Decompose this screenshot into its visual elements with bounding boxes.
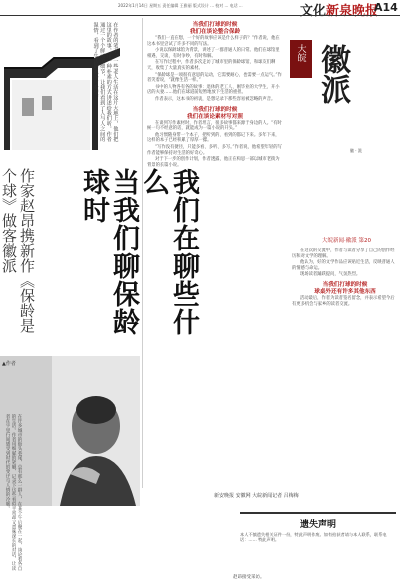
header-meta: 2022年1月14日 星期五 责任编辑 王雅丽 版式设计 ... 校对 ... 电话 ... — [118, 3, 243, 8]
right-paragraph: 活动最后，作者为读者签名留念，并表示希望今后有更多机会与家乡的读者交流。 — [292, 295, 395, 307]
right-paragraph: 在这次的交流中，作者与读者分享了自己的创作经历和对文学的理解。 — [292, 248, 395, 259]
right-subtitle-2: 球桌外还有许多其他东西 — [314, 288, 376, 295]
notice-title: 遗失声明 — [299, 520, 336, 530]
section2-title-2: 我们在谈论素材写对照 — [187, 113, 243, 120]
article-byline: 新安晚报 安徽网 大皖新闻记者 吕梅梅 — [214, 493, 299, 499]
right-paragraph: 他认为，好的文学作品应该贴近生活，反映普通人的情感与命运。 — [292, 260, 395, 271]
intro-text: 在作者的笔下，一些老人生活在这片大地上，他们把这里的故事，用一种朴素的方式讲述给我们听。作者通过一个个鲜活的细节，让我们看到了人与人之间的温情，看到了生活的艰辛与希望。 — [92, 22, 119, 142]
photo-caption: 赵昂接受采访。 — [233, 575, 265, 580]
middle-paragraph: “我们一直在想，一个好的故事应该是什么样子的？”作者说，他在这本书里尝试了许多不同的写法。 — [147, 36, 280, 47]
header-rule — [0, 15, 400, 16]
right-paragraph: 现场读者踊跃提问，气氛热烈。 — [300, 272, 361, 278]
middle-article-column — [142, 18, 287, 488]
left-body-paragraph: 在许多城市的街头巷尾，总有那么一群人，在某个午后聚在一起，谈论着各自的生活。作者用细腻的笔触，记录下这些看似平常却又意味深长的对话，让读者在字里行间感受到时代的变迁与人情的冷暖。 — [5, 414, 22, 571]
column-credit: 大皖新闻·徽派 第20 — [322, 238, 371, 244]
section-name: 文化 — [300, 4, 327, 19]
headline-line-2: 当我们聊保龄球时 — [78, 168, 139, 336]
section2-title-1: 当我们打球的时候 — [192, 106, 238, 113]
middle-paragraph: 小说以保龄球馆为背景，讲述了一群普通人的日常。他们在球馆里相遇、交谈，有时争吵，有时和解。 — [147, 48, 280, 59]
page-number: A14 — [374, 1, 398, 14]
middle-paragraph: “保龄球是一项很有意思的运动，它需要耐心，也需要一点运气。”作者笑着说，“就像生活一样。” — [147, 72, 282, 84]
middle-paragraph: 书中的人物各有各的故事：退休的老工人、刚毕业的大学生、开小店的夫妻……他们在球道前短暂地放下生活的重担。 — [147, 84, 280, 96]
headline-line-1: 我们在聊些什么 — [138, 168, 199, 336]
left-body-text — [4, 414, 140, 574]
page-header — [0, 0, 400, 18]
right-body-text — [292, 248, 398, 488]
lost-notice — [240, 512, 396, 578]
column-tab — [290, 40, 312, 78]
newspaper-brand: 新泉晚报 — [326, 4, 379, 19]
middle-paragraph: 对于下一步的创作计划，作者透露，他正在构思一部以城市老街为背景的长篇小说。 — [147, 157, 280, 168]
right-subtitle-1: 当我们打球的时候 — [322, 281, 368, 288]
middle-paragraph: 在写作过程中，作者多次走访了城市里的保龄球馆，和球友们聊天，收集了大量真实的素材。 — [147, 60, 276, 71]
sub-headline: 作家赵昂携新作《保龄是个球》做客徽派 — [0, 168, 36, 333]
calligraphy-subtitle: 徽 · 派 — [350, 148, 362, 153]
section1-title-1: 当我们打球的时候 — [192, 22, 238, 28]
middle-paragraph: 在谈到写作素材时，作者坦言，很多故事都来源于身边的人。“有时候一句不经意的话，就能成为一篇小说的开头。” — [147, 120, 282, 132]
middle-paragraph: “写作没有捷径，只能多看、多听、多写。”作者说，他希望年轻的写作者能够保持对生活的好奇心。 — [147, 144, 282, 156]
middle-paragraph: 作者表示，这本书的初衷，是想记录下那些容易被忽略的声音。 — [155, 96, 276, 102]
middle-paragraph: 他习惯随身带一个本子，把听到的、看到的都记下来。多年下来，这样的本子已经积累了厚厚一摞。 — [147, 132, 280, 144]
section1-title-2: 我们在谈论整合保龄 — [189, 29, 241, 35]
author-caption: ▲作者 — [2, 361, 16, 367]
column-tab-label: 大皖 — [295, 44, 306, 62]
notice-text: 本人不慎遗失相关证件一份，特此声明作废。如有拾获者请与本人联系，联系电话：…… 特此声明。 — [240, 532, 387, 543]
calligraphy-title: 徽派 — [315, 44, 350, 104]
